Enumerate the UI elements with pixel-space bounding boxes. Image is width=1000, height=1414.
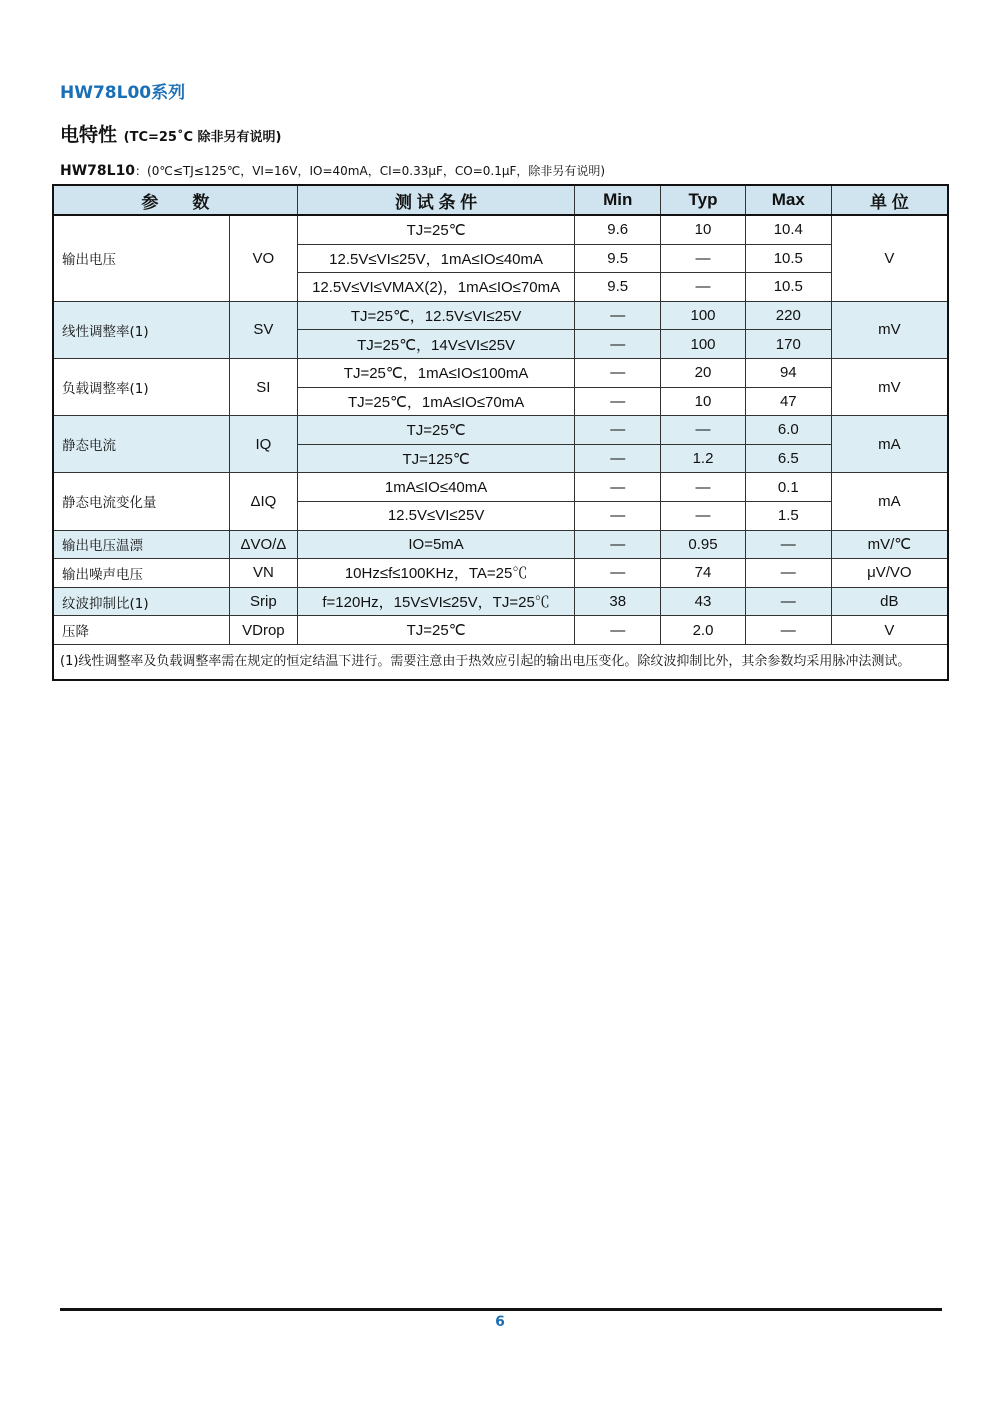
condition-text: ：(0℃≤TJ≤125℃，VI=16V，IO=40mA，CI=0.33μF，CO=0.1μF，除非另有说明) [135, 164, 606, 178]
header-min: Min [575, 185, 661, 215]
electrical-characteristics-table [52, 184, 949, 681]
max-value: 6.0 [745, 416, 831, 445]
min-value: 9.5 [575, 273, 661, 302]
note-row [53, 644, 948, 680]
max-value: 170 [745, 330, 831, 359]
test-conditions [60, 162, 605, 179]
param-symbol: VN [229, 559, 297, 588]
typ-value: 74 [661, 559, 746, 588]
param-name: 负载调整率(1) [53, 358, 229, 415]
section-title-text: 电特性 [60, 124, 118, 146]
test-condition: 12.5V≤VI≤25V，1mA≤IO≤40mA [297, 244, 575, 273]
unit: μV/VO [831, 559, 948, 588]
page-number: 6 [495, 1314, 505, 1330]
min-value: — [575, 301, 661, 330]
typ-value: 100 [661, 301, 746, 330]
test-condition: TJ=25℃，1mA≤IO≤70mA [297, 387, 575, 416]
param-symbol: VO [229, 215, 297, 301]
header-typ: Typ [661, 185, 746, 215]
param-symbol: SV [229, 301, 297, 358]
typ-value: 1.2 [661, 444, 746, 473]
test-condition: 12.5V≤VI≤VMAX(2)，1mA≤IO≤70mA [297, 273, 575, 302]
param-name: 输出电压温漂 [53, 530, 229, 559]
min-value: — [575, 501, 661, 530]
max-value: 10.5 [745, 273, 831, 302]
table-header-row [53, 185, 948, 215]
min-value: 38 [575, 587, 661, 616]
min-value: — [575, 387, 661, 416]
table-body [53, 215, 948, 644]
test-condition: TJ=25℃，14V≤VI≤25V [297, 330, 575, 359]
min-value: 9.5 [575, 244, 661, 273]
unit: mV [831, 358, 948, 415]
param-name: 静态电流 [53, 416, 229, 473]
param-symbol: ΔVO/Δ [229, 530, 297, 559]
max-value: 94 [745, 358, 831, 387]
min-value: — [575, 616, 661, 645]
test-condition: IO=5mA [297, 530, 575, 559]
test-condition: TJ=25℃ [297, 416, 575, 445]
unit: mV [831, 301, 948, 358]
unit: mA [831, 416, 948, 473]
table-row [53, 416, 948, 445]
min-value: — [575, 444, 661, 473]
test-condition: TJ=25℃ [297, 616, 575, 645]
section-title [60, 120, 281, 147]
param-name: 静态电流变化量 [53, 473, 229, 530]
test-condition: 1mA≤IO≤40mA [297, 473, 575, 502]
section-subtitle: (TC=25˚C 除非另有说明) [123, 130, 282, 145]
typ-value: 0.95 [661, 530, 746, 559]
test-condition: f=120Hz，15V≤VI≤25V，TJ=25℃ [297, 587, 575, 616]
typ-value: 10 [661, 387, 746, 416]
max-value: 220 [745, 301, 831, 330]
table-row [53, 559, 948, 588]
param-symbol: ΔIQ [229, 473, 297, 530]
footer-rule [60, 1308, 942, 1311]
typ-value: — [661, 501, 746, 530]
min-value: — [575, 358, 661, 387]
param-symbol: Srip [229, 587, 297, 616]
table-row [53, 473, 948, 502]
table-row [53, 616, 948, 645]
table-row [53, 215, 948, 244]
typ-value: — [661, 473, 746, 502]
param-symbol: IQ [229, 416, 297, 473]
test-condition: 12.5V≤VI≤25V [297, 501, 575, 530]
typ-value: 10 [661, 215, 746, 244]
param-name: 压降 [53, 616, 229, 645]
param-symbol: VDrop [229, 616, 297, 645]
max-value: 6.5 [745, 444, 831, 473]
table-row [53, 358, 948, 387]
test-condition: TJ=25℃，1mA≤IO≤100mA [297, 358, 575, 387]
test-condition: TJ=125℃ [297, 444, 575, 473]
unit: mV/℃ [831, 530, 948, 559]
min-value: — [575, 330, 661, 359]
series-title: HW78L00系列 [60, 83, 186, 103]
typ-value: 20 [661, 358, 746, 387]
footnote: (1)线性调整率及负载调整率需在规定的恒定结温下进行。需要注意由于热效应引起的输出电压变化。除纹波抑制比外，其余参数均采用脉冲法测试。 [53, 644, 948, 680]
typ-value: 2.0 [661, 616, 746, 645]
max-value: — [745, 587, 831, 616]
min-value: 9.6 [575, 215, 661, 244]
table-row [53, 301, 948, 330]
max-value: 1.5 [745, 501, 831, 530]
header-unit: 单 位 [831, 185, 948, 215]
max-value: — [745, 616, 831, 645]
test-condition: TJ=25℃，12.5V≤VI≤25V [297, 301, 575, 330]
table-row [53, 587, 948, 616]
max-value: 0.1 [745, 473, 831, 502]
header-max: Max [745, 185, 831, 215]
max-value: 10.4 [745, 215, 831, 244]
min-value: — [575, 473, 661, 502]
max-value: — [745, 530, 831, 559]
min-value: — [575, 530, 661, 559]
unit: dB [831, 587, 948, 616]
table-row [53, 530, 948, 559]
param-name: 输出电压 [53, 215, 229, 301]
unit: V [831, 616, 948, 645]
param-symbol: SI [229, 358, 297, 415]
typ-value: — [661, 244, 746, 273]
unit: V [831, 215, 948, 301]
header-param: 参 数 [53, 185, 297, 215]
model-name: HW78L10 [60, 163, 136, 179]
typ-value: — [661, 273, 746, 302]
param-name: 输出噪声电压 [53, 559, 229, 588]
max-value: — [745, 559, 831, 588]
max-value: 10.5 [745, 244, 831, 273]
unit: mA [831, 473, 948, 530]
test-condition: TJ=25℃ [297, 215, 575, 244]
min-value: — [575, 559, 661, 588]
min-value: — [575, 416, 661, 445]
param-name: 纹波抑制比(1) [53, 587, 229, 616]
test-condition: 10Hz≤f≤100KHz，TA=25℃ [297, 559, 575, 588]
typ-value: — [661, 416, 746, 445]
typ-value: 43 [661, 587, 746, 616]
max-value: 47 [745, 387, 831, 416]
header-condition: 测 试 条 件 [297, 185, 575, 215]
param-name: 线性调整率(1) [53, 301, 229, 358]
typ-value: 100 [661, 330, 746, 359]
